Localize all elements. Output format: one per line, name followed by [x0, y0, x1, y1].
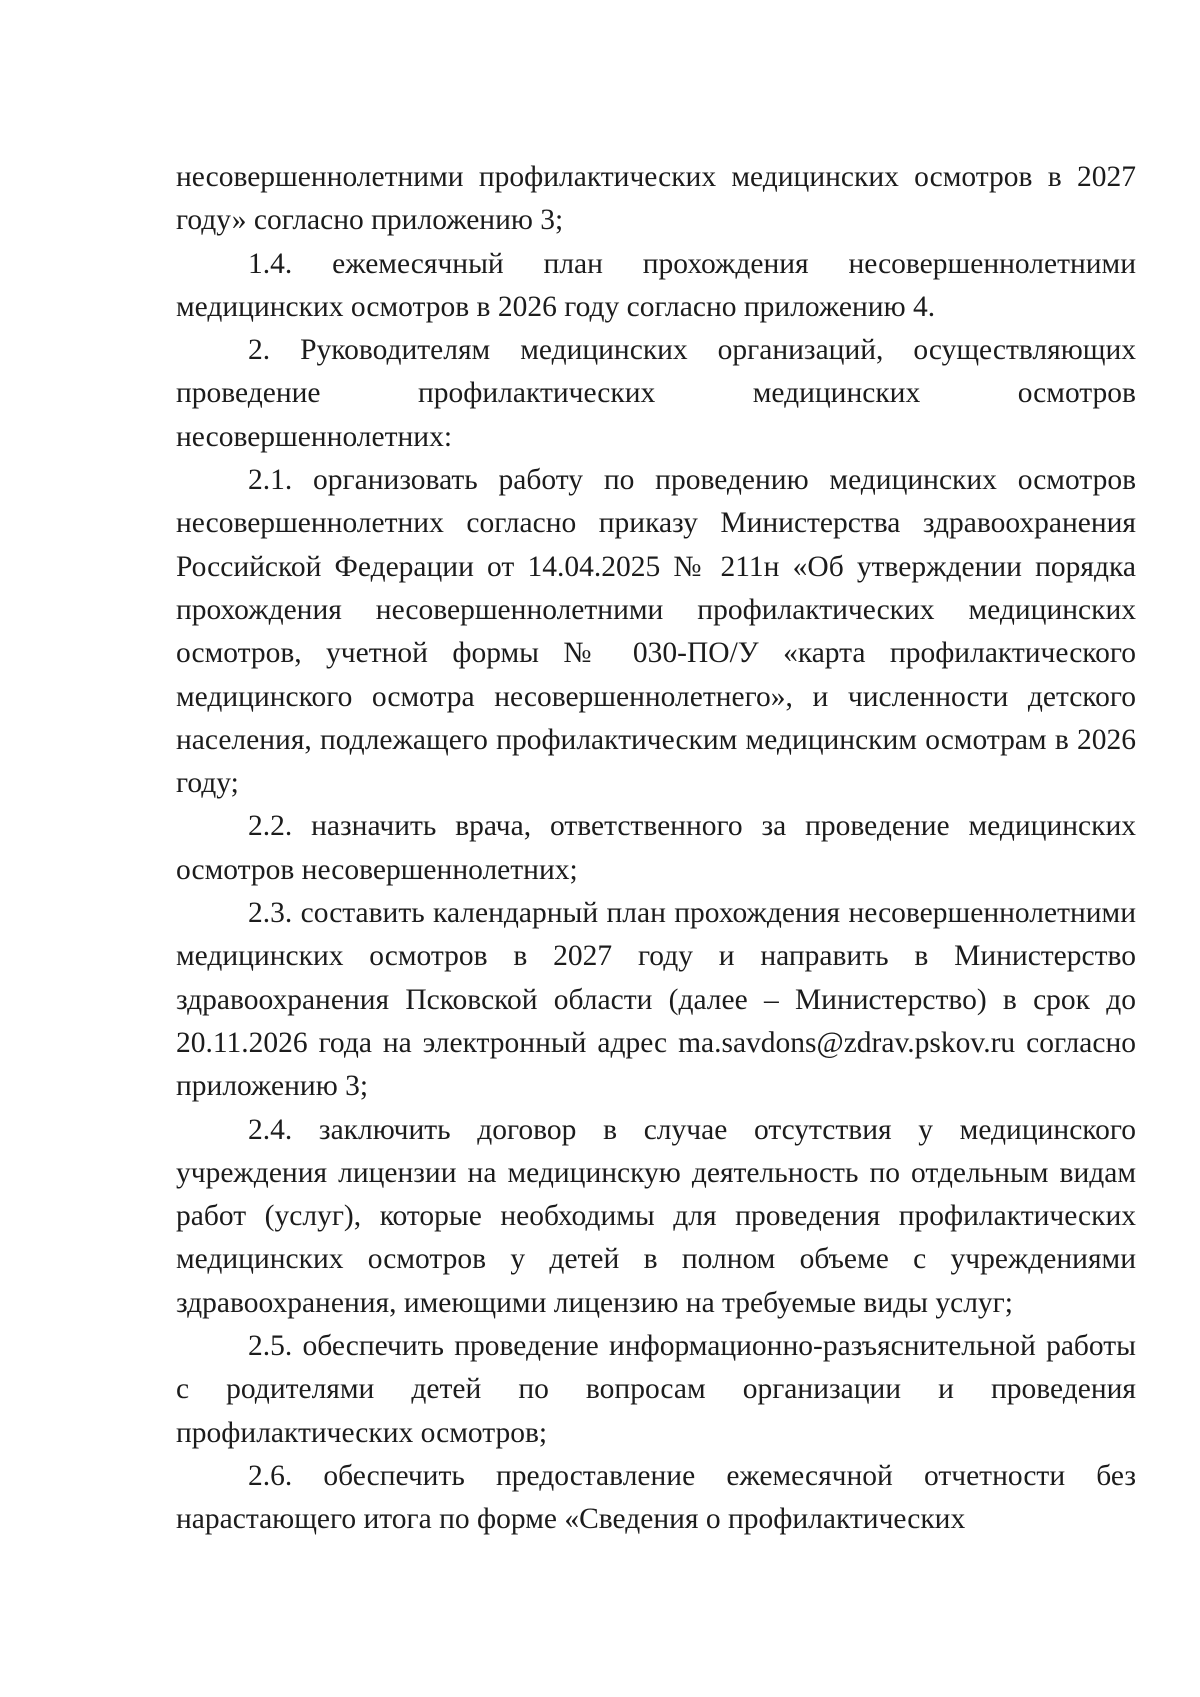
paragraph-item-2-6: 2.6. обеспечить предоставление ежемесячной отчетности без нарастающего итога по форме «Сведения о профилактических — [176, 1459, 1136, 1536]
document-body — [176, 156, 1136, 1542]
paragraph-item-1-4: 1.4. ежемесячный план прохождения несовершеннолетними медицинских осмотров в 2026 году согласно приложению 4. — [176, 247, 1136, 323]
paragraph-item-2-2: 2.2. назначить врача, ответственного за проведение медицинских осмотров несовершеннолетних; — [176, 810, 1136, 886]
paragraph-item-2-3: 2.3. составить календарный план прохождения несовершеннолетними медицинских осмотров в 2027 году и направить в Министерство здравоохранения Псковской области (далее – Министерство) в срок до 20.11.2026 года на электронный адрес ma.savdons@zdrav.pskov.ru согласно приложению 3; — [176, 897, 1136, 1103]
paragraph-item-2-1: 2.1. организовать работу по проведению медицинских осмотров несовершеннолетних согласно приказу Министерства здравоохранения Российской Федерации от 14.04.2025 № 211н «Об утверждении порядка прохождения несовершеннолетними профилактических медицинских осмотров, учетной формы № 030-ПО/У «карта профилактического медицинского осмотра несовершеннолетнего», и численности детского населения, подлежащего профилактическим медицинским осмотрам в 2026 году; — [176, 464, 1136, 800]
paragraph-continuation-1-3: несовершеннолетними профилактических медицинских осмотров в 2027 году» согласно приложению 3; — [176, 161, 1136, 237]
paragraph-item-2-4: 2.4. заключить договор в случае отсутствия у медицинского учреждения лицензии на медицинскую деятельность по отдельным видам работ (услуг), которые необходимы для проведения профилактических медицинских осмотров у детей в полном объеме с учреждениями здравоохранения, имеющими лицензию на требуемые виды услуг; — [176, 1113, 1136, 1319]
paragraph-item-2-5: 2.5. обеспечить проведение информационно-разъяснительной работы с родителями детей по вопросам организации и проведения профилактических осмотров; — [176, 1330, 1136, 1449]
paragraph-item-2: 2. Руководителям медицинских организаций, осуществляющих проведение профилактических медицинских осмотров несовершеннолетних: — [176, 334, 1136, 453]
